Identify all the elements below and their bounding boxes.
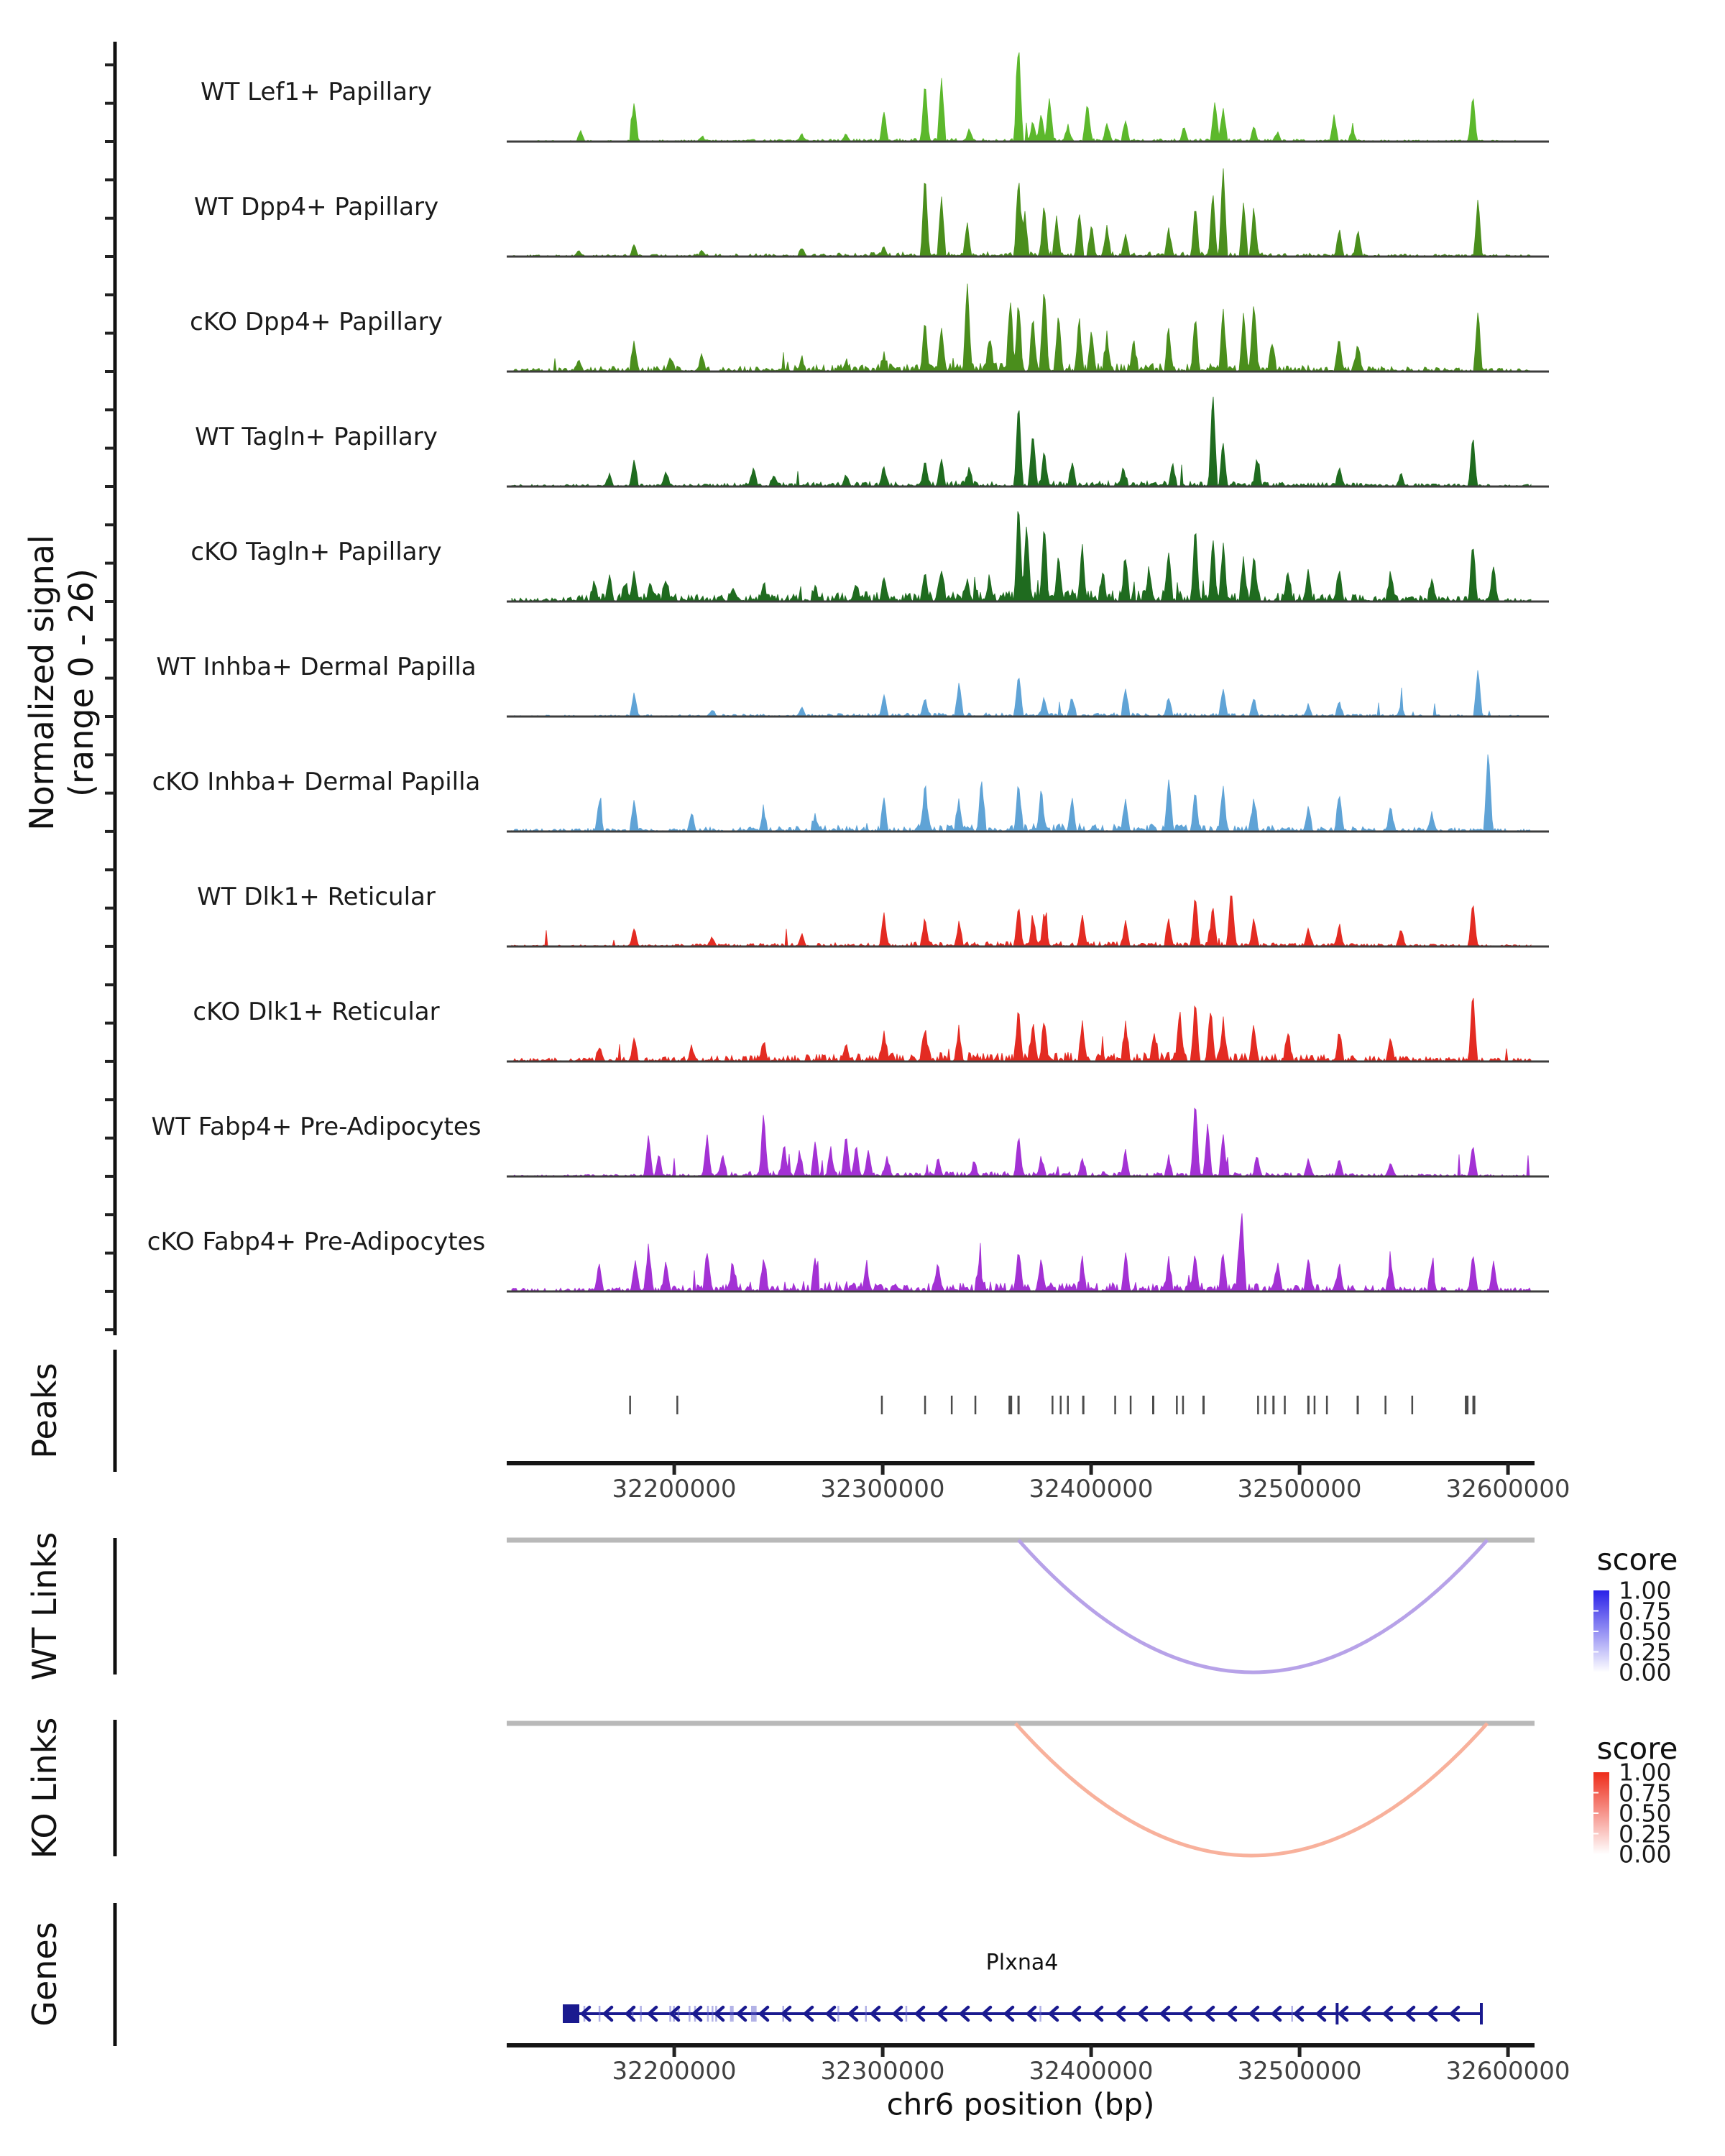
genes-section-label: Genes bbox=[25, 1922, 64, 2027]
peak-call-mark bbox=[1412, 1396, 1414, 1414]
peak-call-mark bbox=[629, 1396, 631, 1414]
peak-call-mark bbox=[1182, 1396, 1184, 1414]
track-label: WT Tagln+ Papillary bbox=[195, 423, 438, 451]
x-axis-title: chr6 position (bp) bbox=[886, 2086, 1155, 2122]
gene-start-box bbox=[563, 2004, 579, 2023]
score-legend-tick-label: 0.50 bbox=[1619, 1617, 1672, 1646]
peak-call-mark bbox=[1176, 1396, 1178, 1414]
score-legend-tick-label: 0.25 bbox=[1619, 1638, 1672, 1666]
score-legend-tick-label: 0.25 bbox=[1619, 1820, 1672, 1848]
genome-axis-tick-label: 32600000 bbox=[1445, 1475, 1570, 1503]
wt-links-section-label: WT Links bbox=[25, 1531, 64, 1681]
peak-call-mark bbox=[1052, 1396, 1054, 1414]
track-label: cKO Dlk1+ Reticular bbox=[193, 998, 440, 1026]
peak-call-mark bbox=[1202, 1396, 1205, 1414]
peak-call-mark bbox=[1152, 1396, 1154, 1414]
peak-call-mark bbox=[1082, 1396, 1085, 1414]
peak-call-mark bbox=[1257, 1396, 1259, 1414]
signal-track-2 bbox=[512, 168, 1531, 257]
signal-track-8 bbox=[512, 896, 1531, 946]
genome-axis-tick-label: 32500000 bbox=[1237, 1475, 1362, 1503]
y-axis-label-line2: (range 0 - 26) bbox=[62, 568, 101, 797]
peak-call-mark bbox=[1114, 1396, 1116, 1414]
track-label: WT Inhba+ Dermal Papilla bbox=[156, 653, 477, 681]
peaks-section-label: Peaks bbox=[25, 1363, 64, 1459]
wt-link-arc bbox=[1018, 1540, 1487, 1672]
genome-axis-tick-label: 32400000 bbox=[1029, 1475, 1154, 1503]
track-label: WT Lef1+ Papillary bbox=[200, 78, 433, 106]
signal-track-10 bbox=[512, 1108, 1531, 1176]
wt-score-legend-title: score bbox=[1596, 1542, 1678, 1577]
signal-track-9 bbox=[512, 998, 1531, 1061]
track-label: WT Dpp4+ Papillary bbox=[193, 193, 439, 221]
track-label: cKO Inhba+ Dermal Papilla bbox=[152, 768, 481, 796]
peak-call-mark bbox=[1008, 1396, 1012, 1414]
peak-call-mark bbox=[924, 1396, 926, 1414]
peak-call-mark bbox=[1326, 1396, 1328, 1414]
ko-score-legend-title: score bbox=[1596, 1731, 1678, 1766]
peak-call-mark bbox=[1307, 1396, 1310, 1414]
peak-call-mark bbox=[1060, 1396, 1062, 1414]
track-label: cKO Dpp4+ Papillary bbox=[190, 308, 443, 336]
peak-call-mark bbox=[1067, 1396, 1070, 1414]
track-label: WT Fabp4+ Pre-Adipocytes bbox=[151, 1112, 482, 1141]
genome-axis-tick-label: 32500000 bbox=[1237, 2057, 1362, 2086]
peak-call-mark bbox=[1473, 1396, 1476, 1414]
peak-call-mark bbox=[951, 1396, 953, 1414]
signal-track-5 bbox=[512, 512, 1531, 602]
genome-axis-tick-label: 32200000 bbox=[612, 2057, 737, 2086]
score-legend-tick-label: 0.75 bbox=[1619, 1779, 1672, 1807]
peak-call-mark bbox=[1284, 1396, 1286, 1414]
signal-track-4 bbox=[512, 397, 1531, 487]
signal-track-11 bbox=[512, 1213, 1531, 1291]
genome-axis-tick-label: 32600000 bbox=[1445, 2057, 1570, 2086]
signal-track-3 bbox=[512, 284, 1531, 372]
peak-call-mark bbox=[1130, 1396, 1132, 1414]
signal-track-6 bbox=[512, 671, 1531, 717]
track-label: WT Dlk1+ Reticular bbox=[197, 883, 436, 911]
ko-links-section-label: KO Links bbox=[25, 1717, 64, 1859]
score-legend-tick-label: 0.00 bbox=[1619, 1840, 1672, 1869]
signal-track-7 bbox=[512, 755, 1531, 831]
genome-axis-tick-label: 32200000 bbox=[612, 1475, 737, 1503]
peak-call-mark bbox=[1465, 1396, 1468, 1414]
gene-name-label: Plxna4 bbox=[985, 1950, 1059, 1976]
genome-axis-tick-label: 32300000 bbox=[820, 2057, 945, 2086]
y-axis-label-line1: Normalized signal bbox=[22, 535, 61, 831]
peak-call-mark bbox=[1384, 1396, 1386, 1414]
peak-call-mark bbox=[975, 1396, 977, 1414]
genome-axis-tick-label: 32300000 bbox=[820, 1475, 945, 1503]
peak-call-mark bbox=[881, 1396, 883, 1414]
peak-call-mark bbox=[1357, 1396, 1359, 1414]
score-legend-tick-label: 1.00 bbox=[1619, 1758, 1672, 1787]
genome-axis-tick-label: 32400000 bbox=[1029, 2057, 1154, 2086]
peak-call-mark bbox=[1272, 1396, 1274, 1414]
signal-track-1 bbox=[512, 52, 1531, 142]
score-legend-tick-label: 0.50 bbox=[1619, 1799, 1672, 1828]
track-label: cKO Tagln+ Papillary bbox=[190, 538, 442, 566]
score-legend-tick-label: 1.00 bbox=[1619, 1576, 1672, 1605]
score-legend-tick-label: 0.75 bbox=[1619, 1597, 1672, 1625]
peak-call-mark bbox=[1314, 1396, 1316, 1414]
peak-call-mark bbox=[676, 1396, 678, 1414]
track-label: cKO Fabp4+ Pre-Adipocytes bbox=[147, 1227, 486, 1256]
peak-call-mark bbox=[1018, 1396, 1020, 1414]
ko-link-arc bbox=[1016, 1723, 1487, 1856]
peak-call-mark bbox=[1264, 1396, 1266, 1414]
score-legend-tick-label: 0.00 bbox=[1619, 1658, 1672, 1687]
